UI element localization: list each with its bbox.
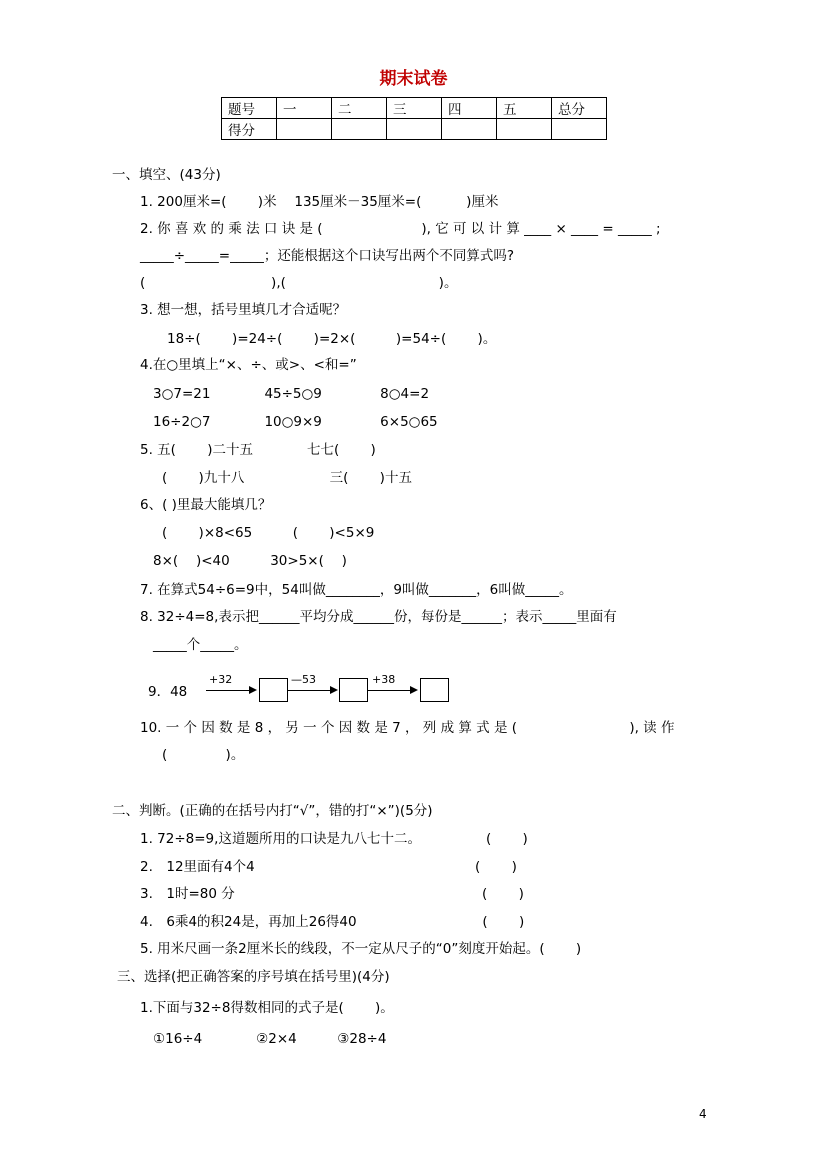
question-line: 1.下面与32÷8得数相同的式子是( )。 — [140, 1000, 394, 1016]
question-line: ( )×8<65 ( )<5×9 — [162, 525, 375, 541]
score-table-row — [222, 119, 607, 140]
arrow-head-icon — [410, 686, 418, 694]
score-table-header-row — [222, 98, 607, 119]
question-line: ( )九十八 三( )十五 — [162, 470, 412, 486]
question-line: 1. 200厘米=( )米 135厘米－35厘米=( )厘米 — [140, 194, 499, 210]
question-line: _____÷_____=_____；还能根据这个口诀写出两个不同算式吗? — [140, 248, 515, 264]
q9-op3: +38 — [372, 673, 396, 686]
question-line: 7. 在算式54÷6=9中，54叫做________，9叫做_______，6叫做_____。 — [140, 582, 573, 598]
score-header-cell: 题号 — [222, 98, 277, 119]
question-line: ①16÷4 ②2×4 ③28÷4 — [153, 1031, 387, 1047]
question-line: 3○7=21 45÷5○9 8○4=2 — [153, 386, 430, 402]
score-cell[interactable] — [277, 119, 332, 140]
question-line: 2. 你 喜 欢 的 乘 法 口 诀 是 ( ), 它 可 以 计 算 ____ × ____ = _____ ; — [140, 221, 661, 237]
question-line: 2. 12里面有4个4 ( ) — [140, 859, 517, 875]
arrow-head-icon — [249, 686, 257, 694]
question-line: _____个_____。 — [153, 637, 248, 653]
score-header-cell: 四 — [442, 98, 497, 119]
question-line: 3. 想一想，括号里填几才合适呢？ — [140, 302, 347, 318]
question-line: 6、( )里最大能填几？ — [140, 497, 272, 513]
score-header-cell: 五 — [497, 98, 552, 119]
question-line: 5. 五( )二十五 七七( ) — [140, 442, 376, 458]
q9-op1: +32 — [209, 673, 233, 686]
score-header-cell: 一 — [277, 98, 332, 119]
arrow-line — [368, 690, 411, 691]
question-line: 4. 6乘4的积24是，再加上26得40 ( ) — [140, 914, 525, 930]
arrow-line — [206, 690, 250, 691]
question-line: 8. 32÷4=8,表示把______平均分成______份，每份是______；表示_____里面有 — [140, 609, 617, 625]
q9-label: 9．48 — [148, 684, 188, 700]
page-number: 4 — [699, 1107, 707, 1121]
score-header-cell: 总分 — [552, 98, 607, 119]
page-title: 期末试卷 — [379, 69, 448, 89]
arrow-head-icon — [330, 686, 338, 694]
score-cell[interactable] — [332, 119, 387, 140]
question-line: 5. 用米尺画一条2厘米长的线段，不一定从尺子的“0”刻度开始起。( ) — [140, 941, 582, 957]
score-cell[interactable] — [497, 119, 552, 140]
score-header-cell: 二 — [332, 98, 387, 119]
question-line: ( )。 — [162, 747, 245, 763]
score-cell[interactable] — [387, 119, 442, 140]
score-row-label: 得分 — [222, 119, 277, 140]
question-line: 二、判断。(正确的在括号内打“√”，错的打“×”)(5分) — [112, 803, 433, 819]
answer-box[interactable] — [259, 678, 288, 702]
question-line: 一、填空、(43分) — [112, 167, 221, 183]
q9-op2: —53 — [291, 673, 316, 686]
score-table — [221, 97, 607, 140]
question-line: ( ),( )。 — [140, 275, 458, 291]
arrow-line — [288, 690, 331, 691]
score-cell[interactable] — [442, 119, 497, 140]
question-line: 16÷2○7 10○9×9 6×5○65 — [153, 414, 438, 430]
question-line: 18÷( )=24÷( )=2×( )=54÷( )。 — [167, 331, 497, 347]
question-line: 10. 一 个 因 数 是 8 ， 另 一 个 因 数 是 7 ， 列 成 算 式 是 ( ), 读 作 — [140, 720, 675, 736]
answer-box[interactable] — [420, 678, 449, 702]
score-cell[interactable] — [552, 119, 607, 140]
question-line: 8×( )<40 30>5×( ) — [153, 553, 347, 569]
score-header-cell: 三 — [387, 98, 442, 119]
question-line: 1. 72÷8=9,这道题所用的口诀是九八七十二。 ( ) — [140, 831, 528, 847]
question-line: 三、选择(把正确答案的序号填在括号里)(4分) — [117, 969, 390, 985]
question-line: 4.在○里填上“×、÷、或>、<和=” — [140, 357, 357, 373]
question-line: 3. 1时=80 分 ( ) — [140, 886, 524, 902]
answer-box[interactable] — [339, 678, 368, 702]
